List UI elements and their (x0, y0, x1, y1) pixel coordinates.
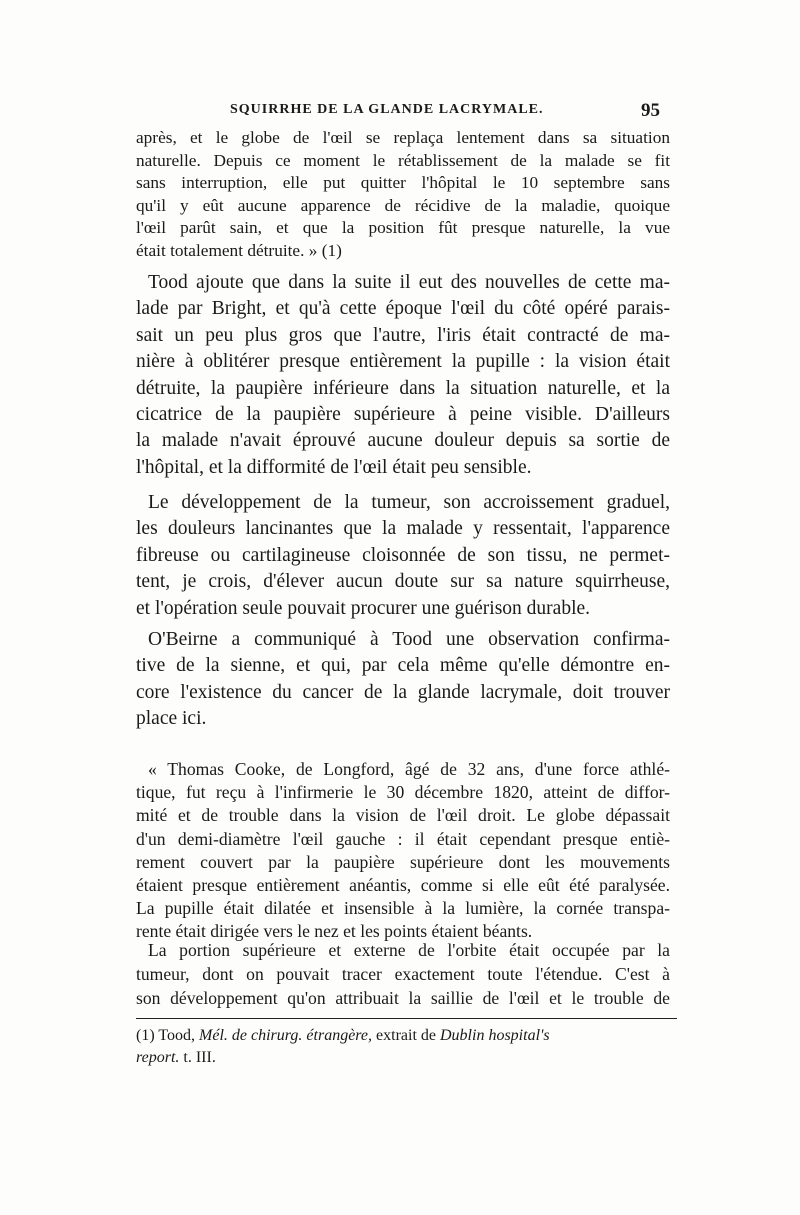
text-line: La pupille était dilatée et insensible à la lumière, la cornée transpa- (136, 898, 670, 919)
text-line: mité et de trouble dans la vision de l'œil droit. Le globe dépassait (136, 805, 670, 826)
page-number: 95 (641, 100, 660, 121)
text-line: la malade n'avait éprouvé aucune douleur depuis sa sortie de (136, 430, 670, 452)
text-line: tique, fut reçu à l'infirmerie le 30 décembre 1820, atteint de diffor- (136, 782, 670, 803)
paragraph-3 (136, 490, 670, 622)
text-line: Tood ajoute que dans la suite il eut des nouvelles de cette ma- (148, 272, 670, 293)
text-line: tive de la sienne, et qui, par cela même qu'elle démontre en- (136, 655, 670, 677)
footnote-divider (136, 1018, 677, 1019)
footnote (136, 1025, 677, 1069)
text-line: son développement qu'on attribuait la saillie de l'œil et le trouble de (136, 988, 670, 1008)
text-line: Le développement de la tumeur, son accroissement graduel, (148, 492, 670, 513)
footnote-work: Mél. de chirurg. étrangère, (199, 1027, 373, 1044)
text-line: O'Beirne a communiqué à Tood une observation confirma- (148, 629, 670, 650)
paragraph-4 (136, 627, 670, 733)
text-line: sans interruption, elle put quitter l'hôpital le 10 septembre sans (136, 173, 670, 193)
text-line: rement couvert par la paupière supérieure dont les mouvements (136, 851, 670, 872)
text-line: détruite, la paupière inférieure dans la situation naturelle, et la (136, 377, 670, 399)
footnote-volume: t. III. (183, 1049, 216, 1066)
text-line: d'un demi-diamètre l'œil gauche : il était cependant presque entiè- (136, 828, 670, 849)
running-title: SQUIRRHE DE LA GLANDE LACRYMALE. (230, 102, 544, 117)
text-line: nière à oblitérer presque entièrement la pupille : la vision était (136, 351, 670, 373)
footnote-marker: (1) (136, 1027, 155, 1044)
footnote-source-cont: report. (136, 1049, 180, 1066)
text-line: « Thomas Cooke, de Longford, âgé de 32 ans, d'une force athlé- (148, 759, 670, 779)
text-line: tent, je crois, d'élever aucun doute sur sa nature squirrheuse, (136, 571, 670, 593)
text-line: tumeur, dont on pouvait tracer exactement toute l'étendue. C'est à (136, 964, 670, 984)
text-line: les douleurs lancinantes que la malade y ressentait, l'apparence (136, 518, 670, 540)
text-line: naturelle. Depuis ce moment le rétablissement de la malade se fit (136, 150, 670, 170)
quotation-paragraph (136, 758, 670, 944)
text-line: cicatrice de la paupière supérieure à peine visible. D'ailleurs (136, 404, 670, 426)
text-line: core l'existence du cancer de la glande lacrymale, doit trouver (136, 681, 670, 703)
text-line: fibreuse ou cartilagineuse cloisonnée de son tissu, ne permet- (136, 544, 670, 566)
paragraph-2 (136, 270, 670, 481)
text-line: sait un peu plus gros que l'autre, l'iris était contracté de ma- (136, 324, 670, 346)
text-line: l'œil parût sain, et que la position fût presque naturelle, la vue (136, 218, 670, 238)
footnote-line-1 (136, 1025, 677, 1047)
text-line: rente était dirigée vers le nez et les points étaient béants. (136, 921, 533, 942)
footnote-source: Dublin hospital's (440, 1027, 550, 1044)
text-line: après, et le globe de l'œil se replaça lentement dans sa situation (136, 128, 670, 147)
footnote-extract: extrait de (376, 1027, 436, 1044)
footnote-author: Tood, (158, 1027, 196, 1044)
text-line: étaient presque entièrement anéantis, comme si elle eût été paralysée. (136, 875, 670, 896)
footnote-line-2 (136, 1047, 677, 1069)
paragraph-6 (136, 938, 670, 1010)
text-line: lade par Bright, et qu'à cette époque l'œil du côté opéré parais- (136, 298, 670, 320)
text-line: place ici. (136, 708, 207, 730)
text-line: était totalement détruite. » (1) (136, 240, 342, 260)
text-line: l'hôpital, et la difformité de l'œil était peu sensible. (136, 456, 532, 478)
text-line: La portion supérieure et externe de l'orbite était occupée par la (148, 940, 670, 960)
page-header (136, 100, 660, 124)
paragraph-1 (136, 127, 670, 263)
text-line: qu'il y eût aucune apparence de récidive de la maladie, quoique (136, 195, 670, 215)
text-line: et l'opération seule pouvait procurer une guérison durable. (136, 597, 591, 619)
